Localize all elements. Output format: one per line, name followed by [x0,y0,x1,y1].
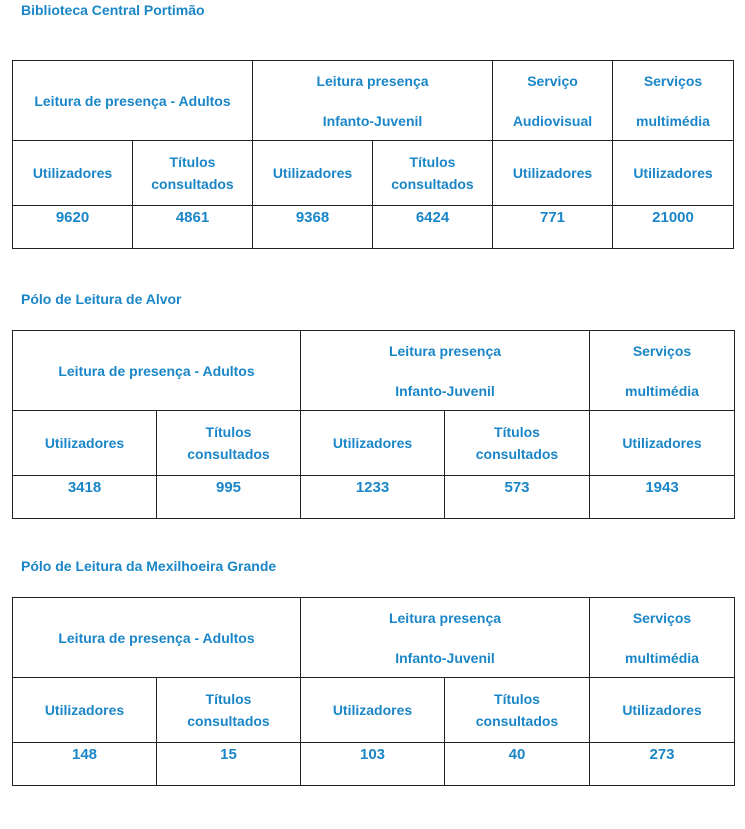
subheader-cell: Títulos consultados [157,678,301,743]
subheader-cell: Títulos consultados [445,678,590,743]
value-cell: 21000 [613,206,734,249]
subheader-cell: Utilizadores [253,141,373,206]
table-row [13,743,735,786]
table-row [13,476,735,519]
subheader-cell: Títulos consultados [445,411,590,476]
table-subheader-row [13,411,735,476]
value-cell: 1943 [590,476,735,519]
header-adultos: Leitura de presença - Adultos [13,598,301,678]
stats-table-mexilhoeira [12,597,735,786]
value-cell: 9368 [253,206,373,249]
subheader-cell: Títulos consultados [373,141,493,206]
value-cell: 3418 [13,476,157,519]
value-cell: 40 [445,743,590,786]
header-multimedia: Serviços multimédia [613,61,734,141]
subheader-cell: Utilizadores [613,141,734,206]
value-cell: 9620 [13,206,133,249]
value-cell: 6424 [373,206,493,249]
table-header-row [13,331,735,411]
subheader-cell: Utilizadores [13,141,133,206]
subheader-cell: Utilizadores [13,678,157,743]
header-infanto-juvenil: Leitura presença Infanto-Juvenil [301,331,590,411]
header-multimedia: Serviços multimédia [590,331,735,411]
value-cell: 995 [157,476,301,519]
value-cell: 771 [493,206,613,249]
header-infanto-juvenil: Leitura presença Infanto-Juvenil [301,598,590,678]
value-cell: 103 [301,743,445,786]
subheader-cell: Utilizadores [301,411,445,476]
subheader-cell: Utilizadores [493,141,613,206]
stats-table-central [12,60,734,249]
table-subheader-row [13,141,734,206]
value-cell: 573 [445,476,590,519]
stats-table-alvor [12,330,735,519]
subheader-cell: Títulos consultados [133,141,253,206]
value-cell: 1233 [301,476,445,519]
section-title-alvor: Pólo de Leitura de Alvor [21,291,182,307]
subheader-cell: Utilizadores [590,411,735,476]
subheader-cell: Utilizadores [301,678,445,743]
header-audiovisual: Serviço Audiovisual [493,61,613,141]
subheader-cell: Utilizadores [13,411,157,476]
value-cell: 148 [13,743,157,786]
table-subheader-row [13,678,735,743]
header-adultos: Leitura de presença - Adultos [13,61,253,141]
value-cell: 15 [157,743,301,786]
table-row [13,206,734,249]
header-multimedia: Serviços multimédia [590,598,735,678]
table-header-row [13,61,734,141]
value-cell: 4861 [133,206,253,249]
section-title-central: Biblioteca Central Portimão [21,2,205,18]
value-cell: 273 [590,743,735,786]
subheader-cell: Utilizadores [590,678,735,743]
subheader-cell: Títulos consultados [157,411,301,476]
header-infanto-juvenil: Leitura presença Infanto-Juvenil [253,61,493,141]
table-header-row [13,598,735,678]
section-title-mexilhoeira: Pólo de Leitura da Mexilhoeira Grande [21,558,277,574]
header-adultos: Leitura de presença - Adultos [13,331,301,411]
